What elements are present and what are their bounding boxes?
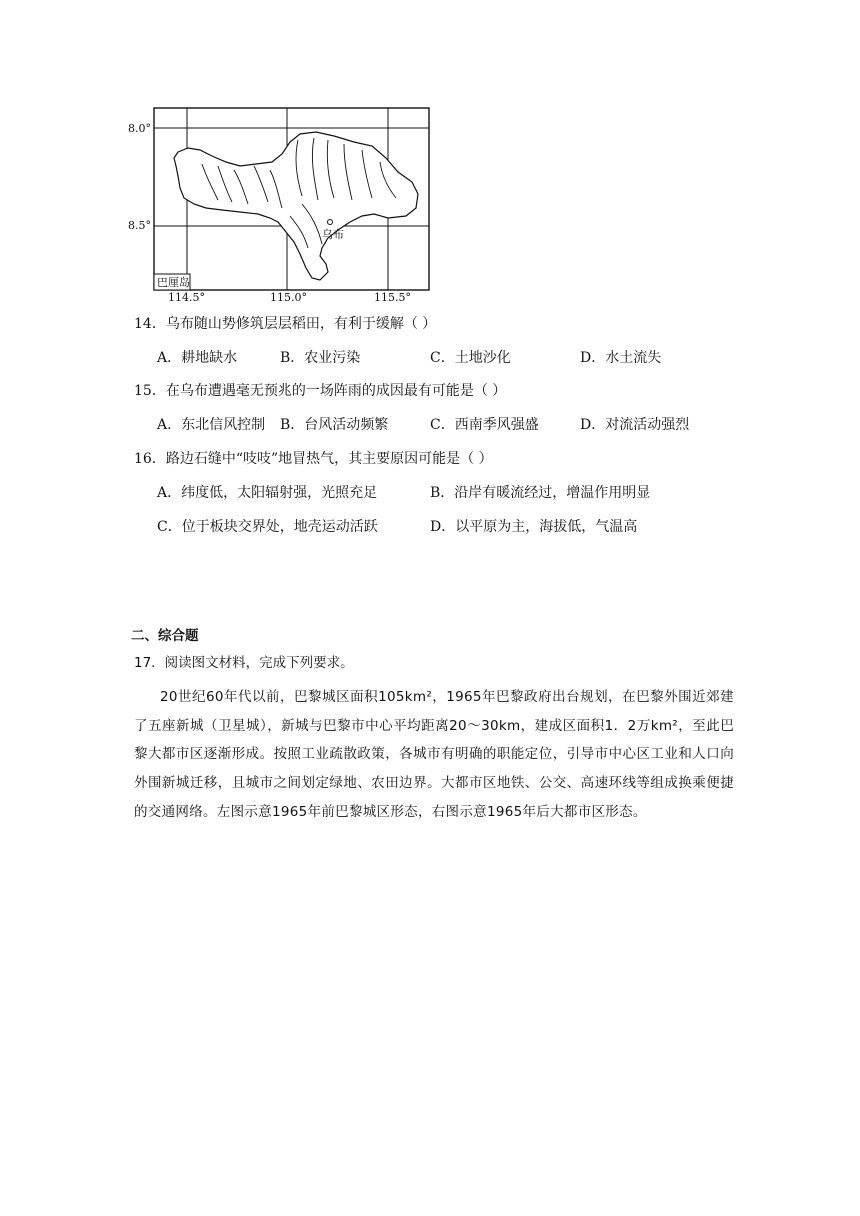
question-15-stem: 15．在乌布遭遇毫无预兆的一场阵雨的成因最有可能是（ ）: [134, 383, 507, 399]
town-label: 乌布: [322, 228, 344, 241]
q15-option-d: D．对流活动强烈: [580, 417, 690, 433]
q15-option-a: A．东北信风控制: [157, 417, 266, 433]
q14-option-d: D．水土流失: [580, 350, 662, 366]
lon-label-115-5: 115.5°: [374, 291, 411, 304]
q14-option-b: B．农业污染: [280, 350, 361, 366]
question-17-stem: 17．阅读图文材料，完成下列要求。: [134, 655, 354, 671]
q15-option-c: C．西南季风强盛: [430, 417, 539, 433]
lon-label-115-0: 115.0°: [270, 291, 307, 304]
question-14-stem: 14．乌布随山势修筑层层稻田，有利于缓解（ ）: [134, 316, 437, 332]
question-16-stem: 16．路边石缝中“吱吱”地冒热气，其主要原因可能是（ ）: [134, 451, 493, 467]
q16-option-a: A．纬度低，太阳辐射强，光照充足: [157, 485, 378, 501]
q14-option-c: C．土地沙化: [430, 350, 511, 366]
question-17-material: 20世纪60年代以前，巴黎城区面积105km²，1965年巴黎政府出台规划，在巴黎外围近郊建了五座新城（卫星城），新城与巴黎市中心平均距离20～30km，建成区面积1．2万km²，至此巴黎大都市区逐渐形成。按照工业疏散政策，各城市有明确的职能定位，引导市中心区工业和人口向外围新城迁移，且城市之间划定绿地、农田边界。大都市区地铁、公交、高速环线等组成换乘便捷的交通网络。左图示意1965年前巴黎城区形态，右图示意1965年后大都市区形态。: [134, 689, 734, 820]
island-label: 巴厘岛: [157, 276, 190, 289]
q14-option-a: A．耕地缺水: [157, 350, 238, 366]
q16-option-c: C．位于板块交界处，地壳运动活跃: [157, 519, 378, 535]
town-dot: [328, 220, 333, 225]
lon-label-114-5: 114.5°: [168, 291, 205, 304]
q16-option-d: D．以平原为主，海拔低，气温高: [430, 519, 638, 535]
lat-label-8-0: 8.0°: [128, 122, 151, 135]
q15-option-b: B．台风活动频繁: [280, 417, 389, 433]
lat-label-8-5: 8.5°: [128, 219, 151, 232]
q16-option-b: B．沿岸有暖流经过，增温作用明显: [430, 485, 651, 501]
bali-map: [122, 104, 442, 304]
section-title: 二、综合题: [131, 628, 199, 644]
